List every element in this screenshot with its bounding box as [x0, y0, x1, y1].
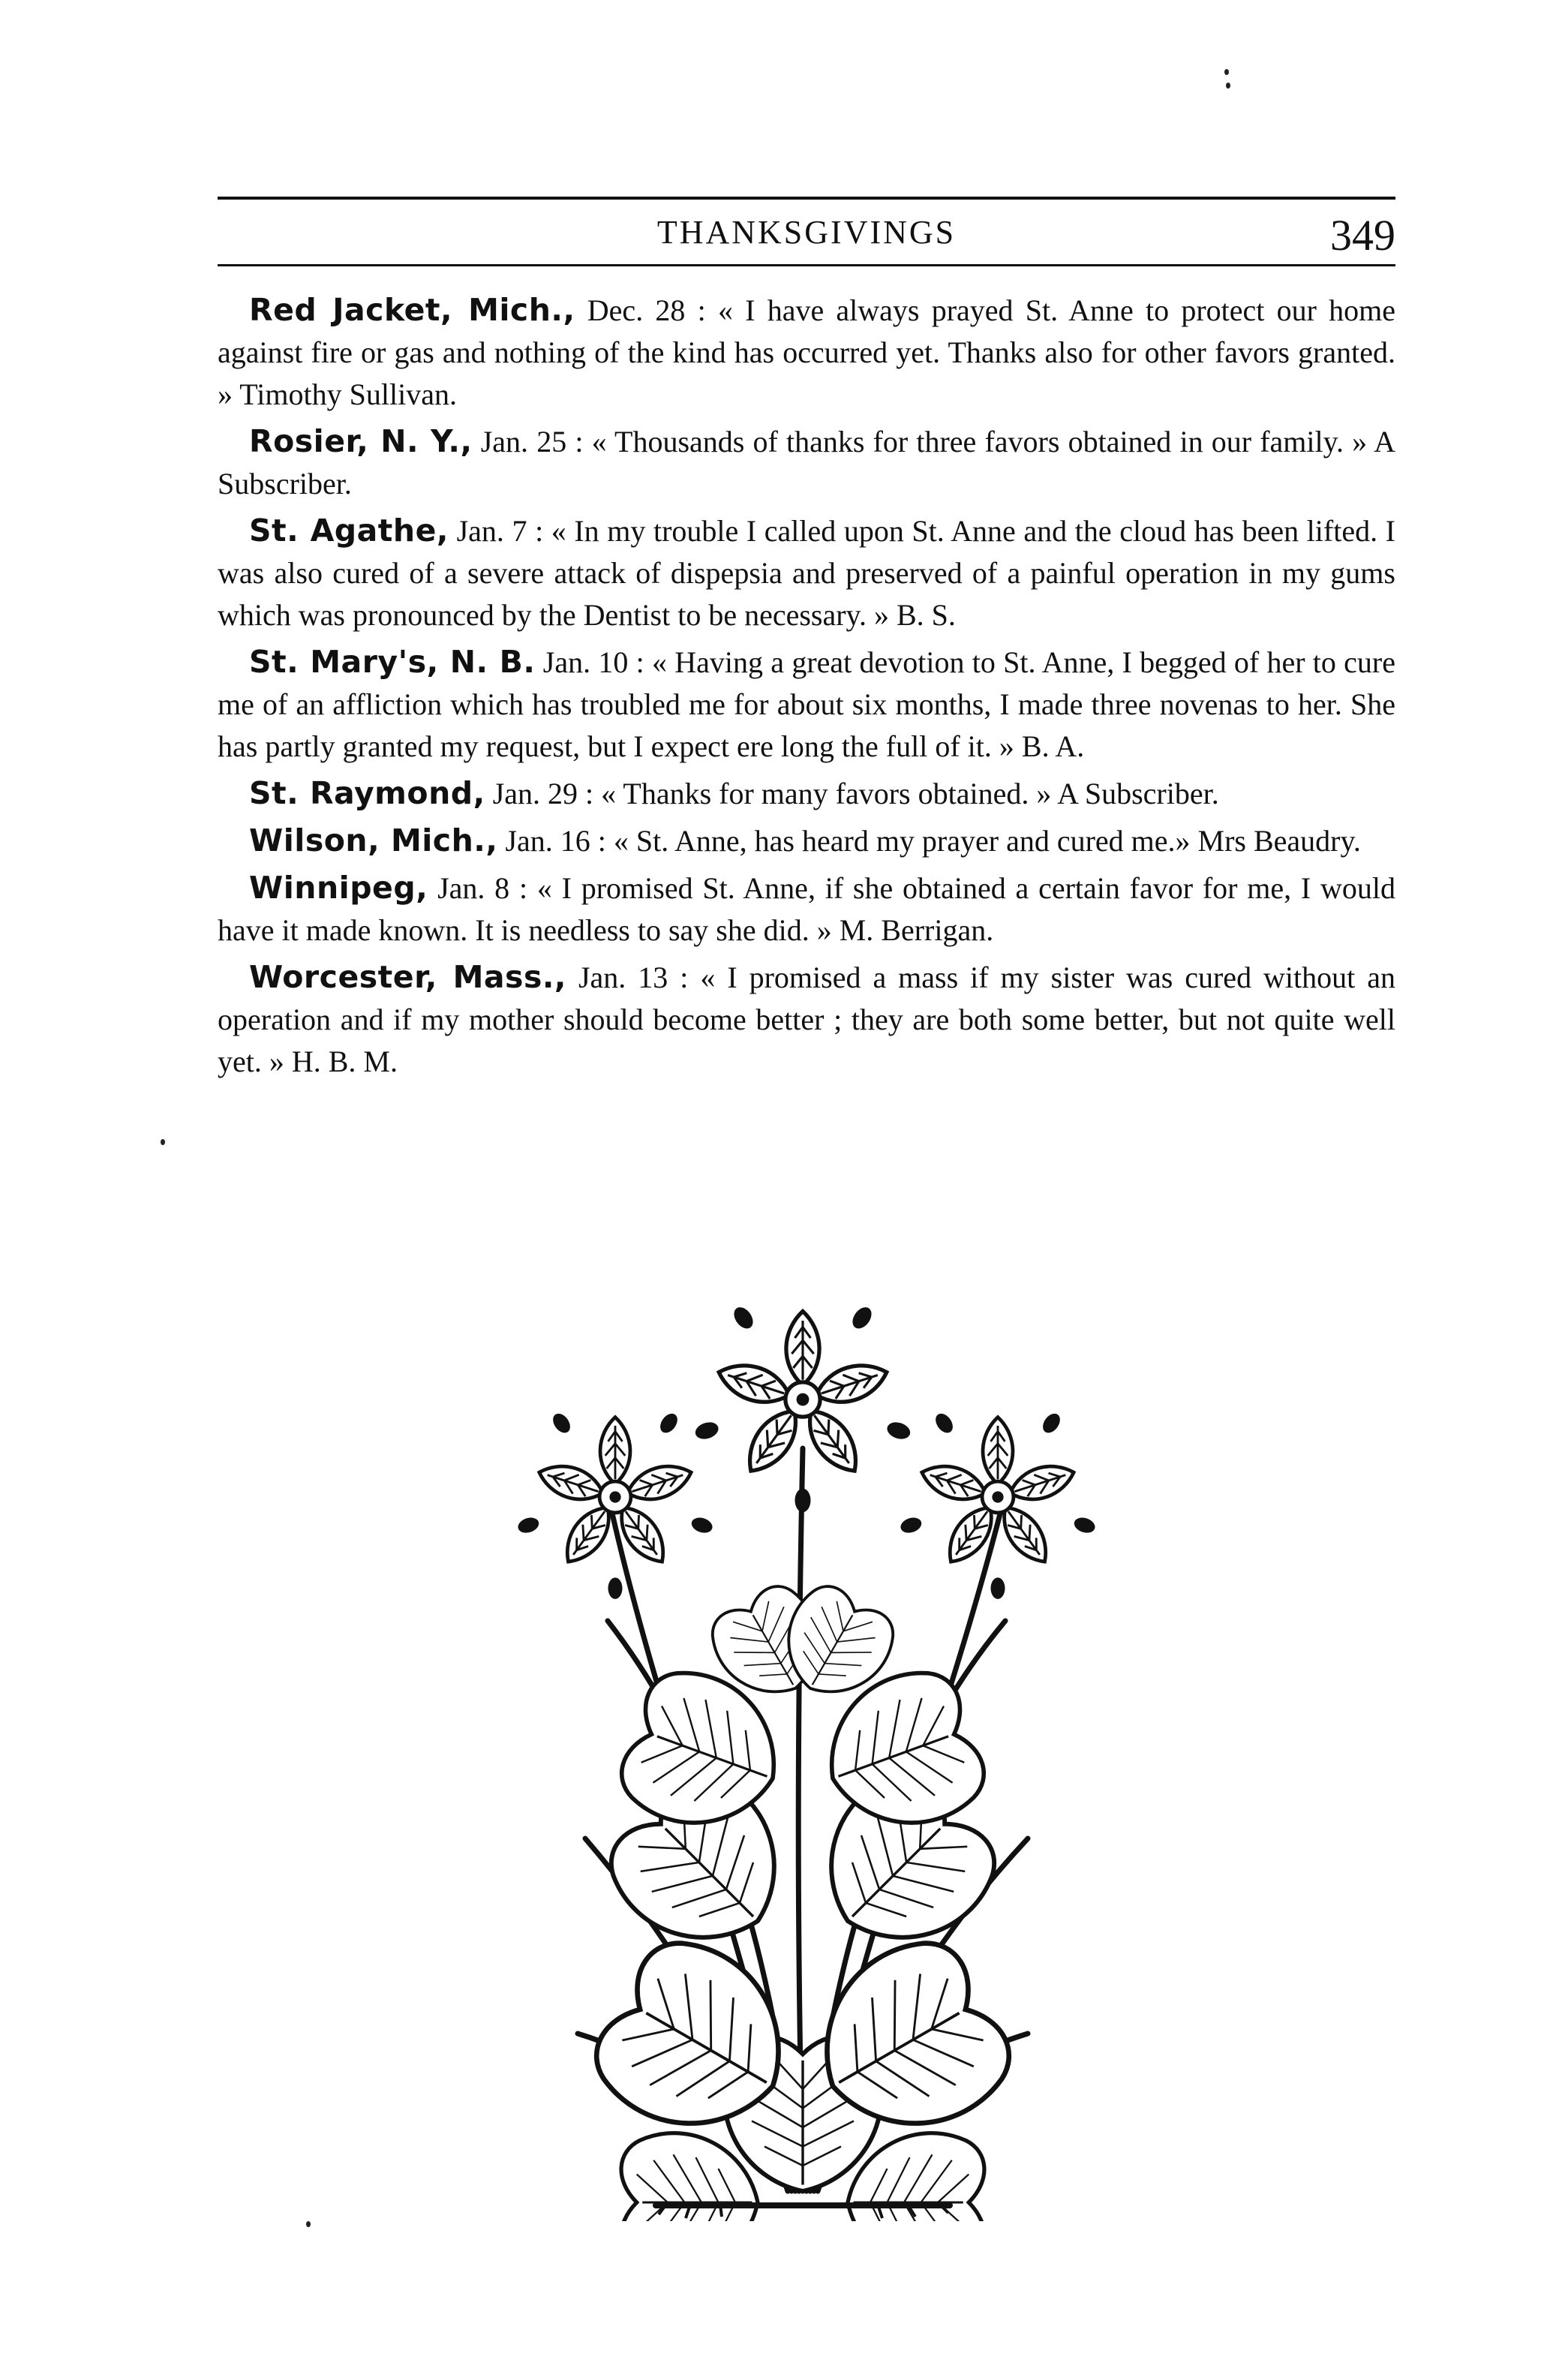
entry-place: Winnipeg, [249, 870, 428, 906]
entry-wilson [218, 819, 1395, 862]
entry-text: Jan. 10 : « Having a great devotion to St. Anne, I begged of her to cure me of an affliction which has troubled me for about six months, I made three novenas to her. She has partly granted my request, but I expect ere long the full of it. » B. A. [218, 645, 1396, 763]
speck [1224, 69, 1229, 75]
page-number: 349 [1330, 211, 1395, 260]
flower-plant-fleuron-icon [488, 1268, 1118, 2221]
entry-text: Jan. 25 : « Thousands of thanks for three favors obtained in our family. » A Subscriber. [218, 425, 1396, 501]
entry-red-jacket [218, 289, 1395, 416]
entry-text: Jan. 16 : « St. Anne, has heard my prayer and cured me.» Mrs Beaudry. [497, 824, 1361, 858]
entry-text: Jan. 7 : « In my trouble I called upon St. Anne and the cloud has been lifted. I was also cured of a severe attack of dispepsia and preserved of a painful operation in my gums which was pronounced by the Dentist to be necessary. » B. S. [218, 514, 1395, 632]
entry-worcester [218, 956, 1395, 1083]
entry-place: St. Raymond, [249, 775, 485, 811]
header-rule-top [218, 197, 1395, 200]
entry-place: Wilson, Mich., [249, 822, 498, 858]
thanksgiving-entries [218, 289, 1395, 1087]
entry-st-agathe [218, 510, 1395, 636]
entry-text: Dec. 28 : « I have always prayed St. Anne to protect our home against fire or gas and nothing of the kind has occurred yet. Thanks also for other favors granted. » Timothy Sullivan. [218, 293, 1395, 411]
entry-winnipeg [218, 867, 1395, 952]
entry-text: Jan. 8 : « I promised St. Anne, if she obtained a certain favor for me, I would have it made known. It is needless to say she did. » M. Berrigan. [218, 871, 1395, 947]
entry-st-raymond [218, 772, 1395, 815]
entry-place: St. Agathe, [249, 513, 449, 549]
entry-text: Jan. 13 : « I promised a mass if my sister was cured without an operation and if my mother should become better ; they are both some better, but not quite well yet. » H. B. M. [218, 961, 1395, 1078]
running-head [218, 210, 1395, 258]
entry-st-marys [218, 641, 1395, 768]
entry-place: St. Mary's, N. B. [249, 644, 536, 680]
speck [1226, 83, 1230, 89]
speck [306, 2221, 311, 2227]
entry-text: Jan. 29 : « Thanks for many favors obtained. » A Subscriber. [485, 777, 1219, 810]
entry-rosier [218, 420, 1395, 505]
speck [161, 1139, 165, 1145]
entry-place: Rosier, N. Y., [249, 423, 473, 459]
header-rule-bottom [218, 264, 1395, 266]
entry-place: Red Jacket, Mich., [249, 292, 575, 328]
page-title: THANKSGIVINGS [656, 214, 957, 251]
entry-place: Worcester, Mass., [249, 959, 567, 995]
